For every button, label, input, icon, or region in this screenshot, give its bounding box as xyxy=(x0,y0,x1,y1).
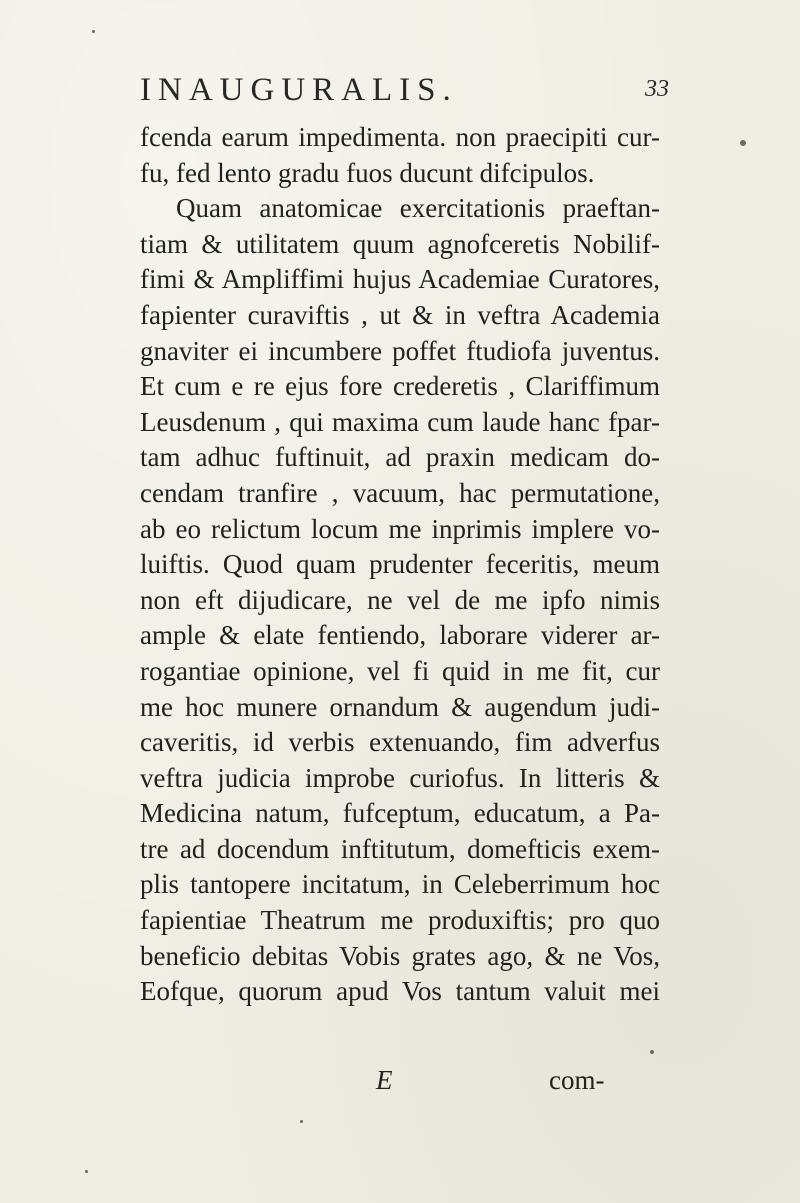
text-line: Leusdenum , qui maxima cum laude hanc fpar- xyxy=(140,406,660,437)
text-line: Medicina natum, fufceptum, educatum, a Pa- xyxy=(140,798,660,829)
text-line: gnaviter ei incumbere poffet ftudiofa juventus. xyxy=(140,335,660,366)
text-line: fcenda earum impedimenta. non praecipiti cur- xyxy=(140,122,660,152)
page-footer xyxy=(140,1065,660,1101)
page-number: 33 xyxy=(645,76,669,102)
text-line: tre ad docendum inftitutum, domefticis exem- xyxy=(140,833,660,864)
text-line: tam adhuc fuftinuit, ad praxin medicam do- xyxy=(140,442,660,473)
signature-mark: E xyxy=(376,1065,393,1095)
text-line: Quam anatomicae exercitationis praeftan- xyxy=(176,193,660,224)
text-line: fimi & Ampliffimi hujus Academiae Curatores, xyxy=(140,264,660,295)
text-line: ab eo relictum locum me inprimis implere vo- xyxy=(140,513,660,544)
text-line: plis tantopere incitatum, in Celeberrimum hoc xyxy=(140,869,660,900)
speck xyxy=(650,1050,654,1054)
text-line: beneficio debitas Vobis grates ago, & ne Vos, xyxy=(140,940,660,971)
text-line: luiftis. Quod quam prudenter feceritis, meum xyxy=(140,549,660,580)
speck xyxy=(740,140,746,146)
text-line: veftra judicia improbe curiofus. In litteris & xyxy=(140,762,660,793)
speck xyxy=(85,1170,88,1173)
running-title: INAUGURALIS. xyxy=(140,72,458,108)
text-line: ample & elate fentiendo, laborare viderer ar- xyxy=(140,620,660,651)
speck xyxy=(92,30,95,33)
catchword: com- xyxy=(549,1065,605,1095)
text-line: Et cum e re ejus fore crederetis , Clariffimum xyxy=(140,371,660,402)
text-line: me hoc munere ornandum & augendum judi- xyxy=(140,691,660,722)
text-line: fapienter curaviftis , ut & in veftra Academia xyxy=(140,299,660,330)
text-line: rogantiae opinione, vel fi quid in me fit, cur xyxy=(140,655,660,686)
text-line: fapientiae Theatrum me produxiftis; pro quo xyxy=(140,905,660,936)
body-text xyxy=(140,120,660,1010)
speck xyxy=(300,1120,303,1123)
text-line: tiam & utilitatem quum agnofceretis Nobilif- xyxy=(140,228,660,259)
running-head xyxy=(140,72,669,112)
text-line: cendam tranfire , vacuum, hac permutatione, xyxy=(140,477,660,508)
text-line: Eofque, quorum apud Vos tantum valuit mei xyxy=(140,976,660,1007)
text-line: caveritis, id verbis extenuando, fim adverfus xyxy=(140,727,660,758)
text-line: fu, fed lento gradu fuos ducunt difcipulos. xyxy=(140,157,595,188)
text-line: non eft dijudicare, ne vel de me ipfo nimis xyxy=(140,584,660,615)
